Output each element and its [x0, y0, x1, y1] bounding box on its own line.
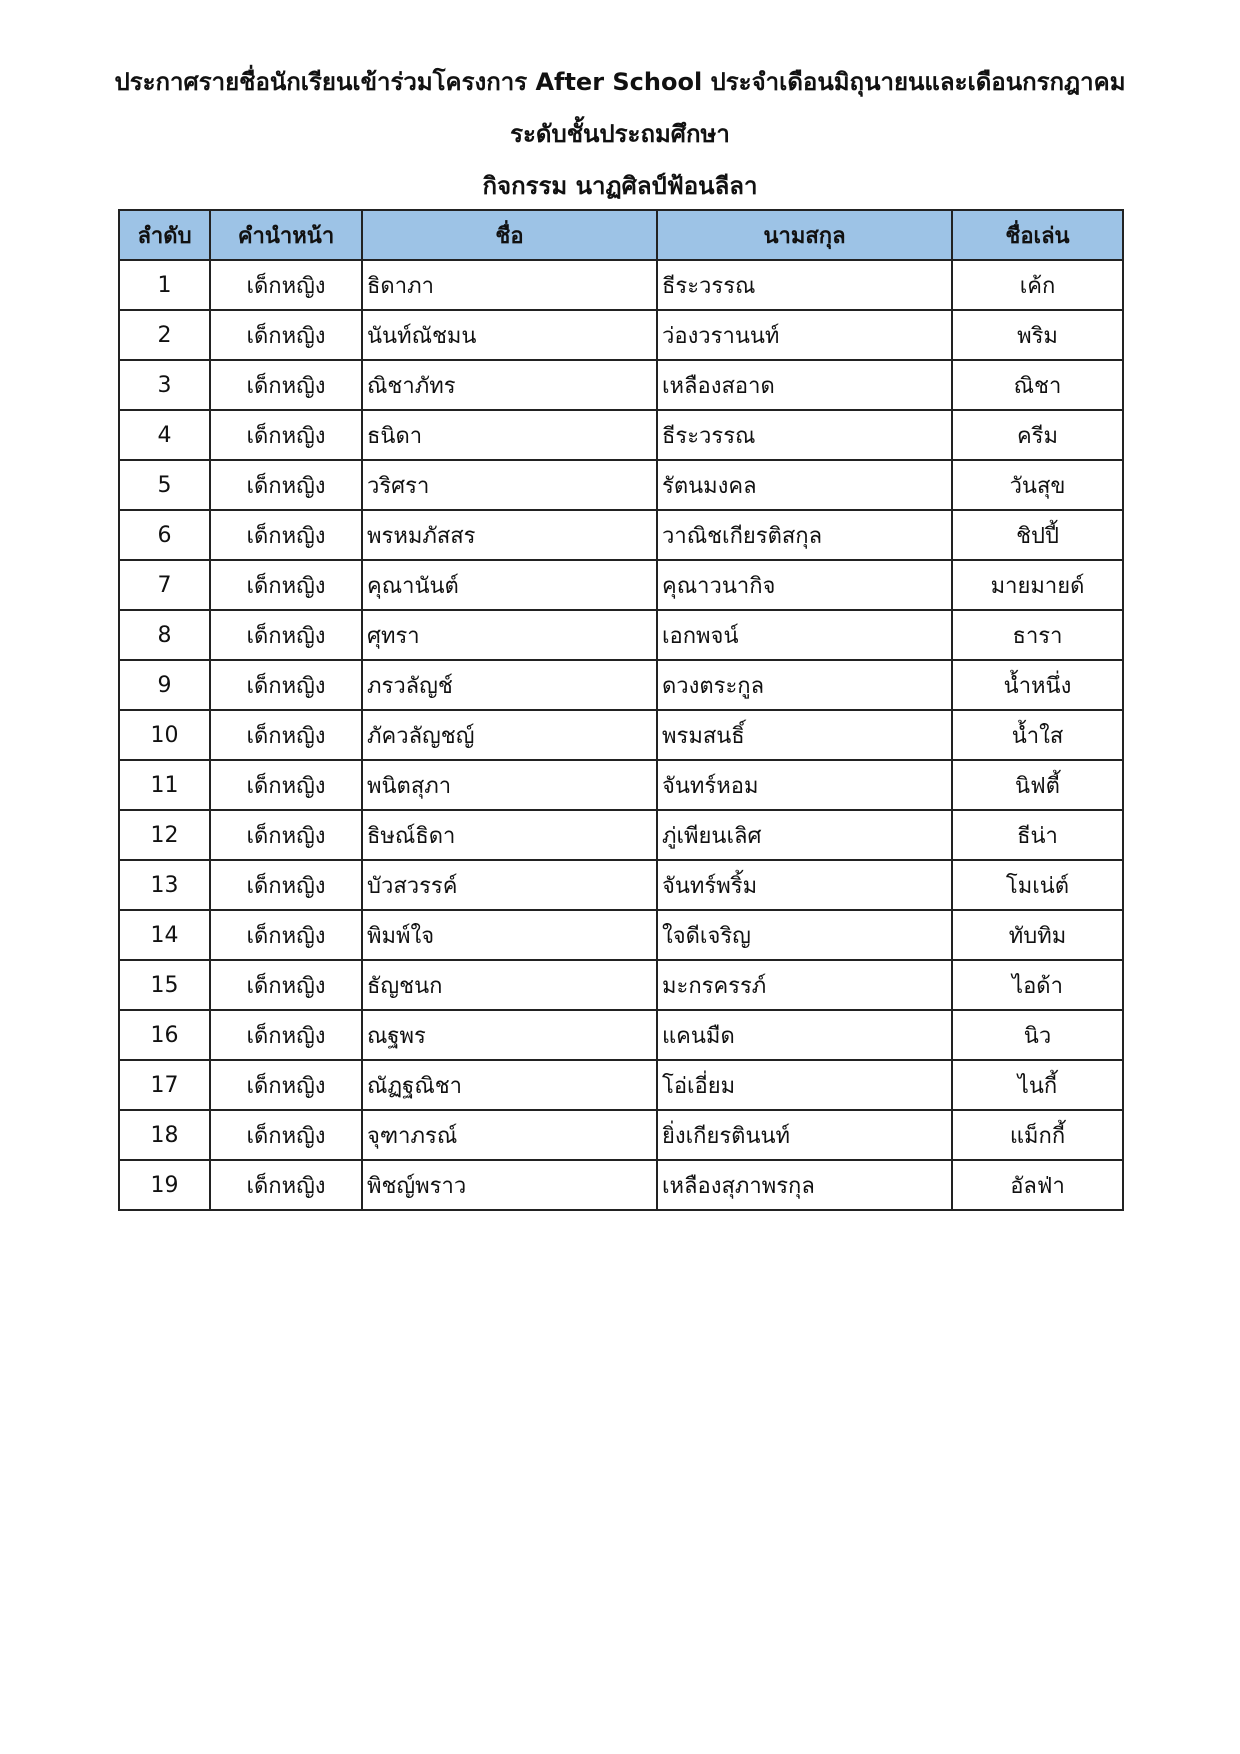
cell-last-name: แคนมืด — [657, 1010, 952, 1060]
cell-no: 13 — [119, 860, 210, 910]
table-row — [119, 660, 1123, 710]
cell-prefix: เด็กหญิง — [210, 410, 362, 460]
table-row — [119, 1110, 1123, 1160]
table-row — [119, 910, 1123, 960]
document-subtitle-level: ระดับชั้นประถมศึกษา — [510, 120, 730, 148]
table-body — [119, 260, 1123, 1210]
table-row — [119, 360, 1123, 410]
column-header-no: ลำดับ — [119, 210, 210, 260]
cell-first-name: วริศรา — [362, 460, 657, 510]
cell-prefix: เด็กหญิง — [210, 610, 362, 660]
cell-nickname: เค้ก — [952, 260, 1123, 310]
cell-no: 17 — [119, 1060, 210, 1110]
table-row — [119, 410, 1123, 460]
table-row — [119, 610, 1123, 660]
table-row — [119, 460, 1123, 510]
column-header-prefix: คำนำหน้า — [210, 210, 362, 260]
table-row — [119, 710, 1123, 760]
column-header-nickname: ชื่อเล่น — [952, 210, 1123, 260]
cell-prefix: เด็กหญิง — [210, 310, 362, 360]
cell-last-name: คุณาวนากิจ — [657, 560, 952, 610]
cell-nickname: พริม — [952, 310, 1123, 360]
cell-prefix: เด็กหญิง — [210, 360, 362, 410]
cell-last-name: ธีระวรรณ — [657, 410, 952, 460]
cell-nickname: น้ำใส — [952, 710, 1123, 760]
cell-nickname: ชิปปี้ — [952, 510, 1123, 560]
cell-nickname: ธารา — [952, 610, 1123, 660]
cell-last-name: เหลืองสุภาพรกุล — [657, 1160, 952, 1210]
cell-last-name: ใจดีเจริญ — [657, 910, 952, 960]
cell-no: 3 — [119, 360, 210, 410]
cell-last-name: ภู่เพียนเลิศ — [657, 810, 952, 860]
cell-first-name: ธิดาภา — [362, 260, 657, 310]
cell-no: 5 — [119, 460, 210, 510]
cell-no: 19 — [119, 1160, 210, 1210]
cell-first-name: ธัญชนก — [362, 960, 657, 1010]
cell-prefix: เด็กหญิง — [210, 460, 362, 510]
cell-first-name: ภัควลัญชญ์ — [362, 710, 657, 760]
cell-last-name: โอ่เอี่ยม — [657, 1060, 952, 1110]
cell-nickname: วันสุข — [952, 460, 1123, 510]
table-row — [119, 560, 1123, 610]
cell-last-name: เหลืองสอาด — [657, 360, 952, 410]
cell-nickname: นิว — [952, 1010, 1123, 1060]
cell-nickname: แม็กกี้ — [952, 1110, 1123, 1160]
table-row — [119, 1060, 1123, 1110]
student-roster-table — [118, 209, 1124, 1211]
table-header-row — [119, 210, 1123, 260]
column-header-last-name: นามสกุล — [657, 210, 952, 260]
cell-prefix: เด็กหญิง — [210, 860, 362, 910]
cell-no: 16 — [119, 1010, 210, 1060]
cell-first-name: ณิชาภัทร — [362, 360, 657, 410]
cell-no: 18 — [119, 1110, 210, 1160]
cell-prefix: เด็กหญิง — [210, 560, 362, 610]
cell-no: 11 — [119, 760, 210, 810]
column-header-first-name: ชื่อ — [362, 210, 657, 260]
cell-first-name: คุณานันต์ — [362, 560, 657, 610]
cell-prefix: เด็กหญิง — [210, 1160, 362, 1210]
cell-nickname: ไนกี้ — [952, 1060, 1123, 1110]
cell-first-name: พรหมภัสสร — [362, 510, 657, 560]
table-row — [119, 860, 1123, 910]
cell-first-name: จุฑาภรณ์ — [362, 1110, 657, 1160]
cell-prefix: เด็กหญิง — [210, 910, 362, 960]
cell-prefix: เด็กหญิง — [210, 1010, 362, 1060]
cell-prefix: เด็กหญิง — [210, 760, 362, 810]
cell-last-name: ว่องวรานนท์ — [657, 310, 952, 360]
cell-first-name: พิมพ์ใจ — [362, 910, 657, 960]
cell-last-name: จันทร์หอม — [657, 760, 952, 810]
cell-no: 1 — [119, 260, 210, 310]
cell-first-name: นันท์ณัชมน — [362, 310, 657, 360]
document-title: ประกาศรายชื่อนักเรียนเข้าร่วมโครงการ After School ประจำเดือนมิถุนายนและเดือนกรกฎาคม — [114, 68, 1126, 96]
cell-nickname: ธีน่า — [952, 810, 1123, 860]
cell-first-name: ธิษณ์ธิดา — [362, 810, 657, 860]
table-row — [119, 510, 1123, 560]
cell-nickname: อัลฟ่า — [952, 1160, 1123, 1210]
cell-prefix: เด็กหญิง — [210, 260, 362, 310]
cell-first-name: ภรวลัญช์ — [362, 660, 657, 710]
table-row — [119, 310, 1123, 360]
cell-nickname: มายมายด์ — [952, 560, 1123, 610]
cell-prefix: เด็กหญิง — [210, 960, 362, 1010]
cell-last-name: ธีระวรรณ — [657, 260, 952, 310]
cell-nickname: โมเน่ต์ — [952, 860, 1123, 910]
document-header — [0, 56, 1240, 212]
cell-nickname: นิฟตี้ — [952, 760, 1123, 810]
table-header — [119, 210, 1123, 260]
cell-prefix: เด็กหญิง — [210, 710, 362, 760]
table-row — [119, 760, 1123, 810]
cell-no: 15 — [119, 960, 210, 1010]
table-row — [119, 810, 1123, 860]
cell-last-name: มะกรครรภ์ — [657, 960, 952, 1010]
cell-no: 6 — [119, 510, 210, 560]
cell-nickname: ณิชา — [952, 360, 1123, 410]
cell-first-name: พิชญ์พราว — [362, 1160, 657, 1210]
cell-prefix: เด็กหญิง — [210, 510, 362, 560]
cell-first-name: พนิตสุภา — [362, 760, 657, 810]
cell-first-name: ณฐพร — [362, 1010, 657, 1060]
cell-last-name: วาณิชเกียรติสกุล — [657, 510, 952, 560]
cell-nickname: ครีม — [952, 410, 1123, 460]
cell-no: 2 — [119, 310, 210, 360]
cell-prefix: เด็กหญิง — [210, 810, 362, 860]
cell-first-name: ธนิดา — [362, 410, 657, 460]
table-row — [119, 1160, 1123, 1210]
cell-first-name: บัวสวรรค์ — [362, 860, 657, 910]
cell-no: 4 — [119, 410, 210, 460]
cell-nickname: ทับทิม — [952, 910, 1123, 960]
table-row — [119, 260, 1123, 310]
cell-first-name: ศุทรา — [362, 610, 657, 660]
cell-no: 12 — [119, 810, 210, 860]
cell-last-name: ดวงตระกูล — [657, 660, 952, 710]
cell-prefix: เด็กหญิง — [210, 660, 362, 710]
cell-nickname: น้ำหนึ่ง — [952, 660, 1123, 710]
cell-prefix: เด็กหญิง — [210, 1060, 362, 1110]
table-row — [119, 1010, 1123, 1060]
table-row — [119, 960, 1123, 1010]
cell-last-name: เอกพจน์ — [657, 610, 952, 660]
cell-last-name: จันทร์พริ้ม — [657, 860, 952, 910]
cell-no: 10 — [119, 710, 210, 760]
cell-no: 14 — [119, 910, 210, 960]
document-subtitle-activity: กิจกรรม นาฏศิลป์ฟ้อนลีลา — [482, 172, 758, 200]
cell-no: 8 — [119, 610, 210, 660]
cell-nickname: ไอด้า — [952, 960, 1123, 1010]
cell-prefix: เด็กหญิง — [210, 1110, 362, 1160]
cell-no: 9 — [119, 660, 210, 710]
cell-first-name: ณัฏฐณิชา — [362, 1060, 657, 1110]
cell-last-name: ยิ่งเกียรตินนท์ — [657, 1110, 952, 1160]
cell-last-name: พรมสนธิ์ — [657, 710, 952, 760]
cell-last-name: รัตนมงคล — [657, 460, 952, 510]
cell-no: 7 — [119, 560, 210, 610]
